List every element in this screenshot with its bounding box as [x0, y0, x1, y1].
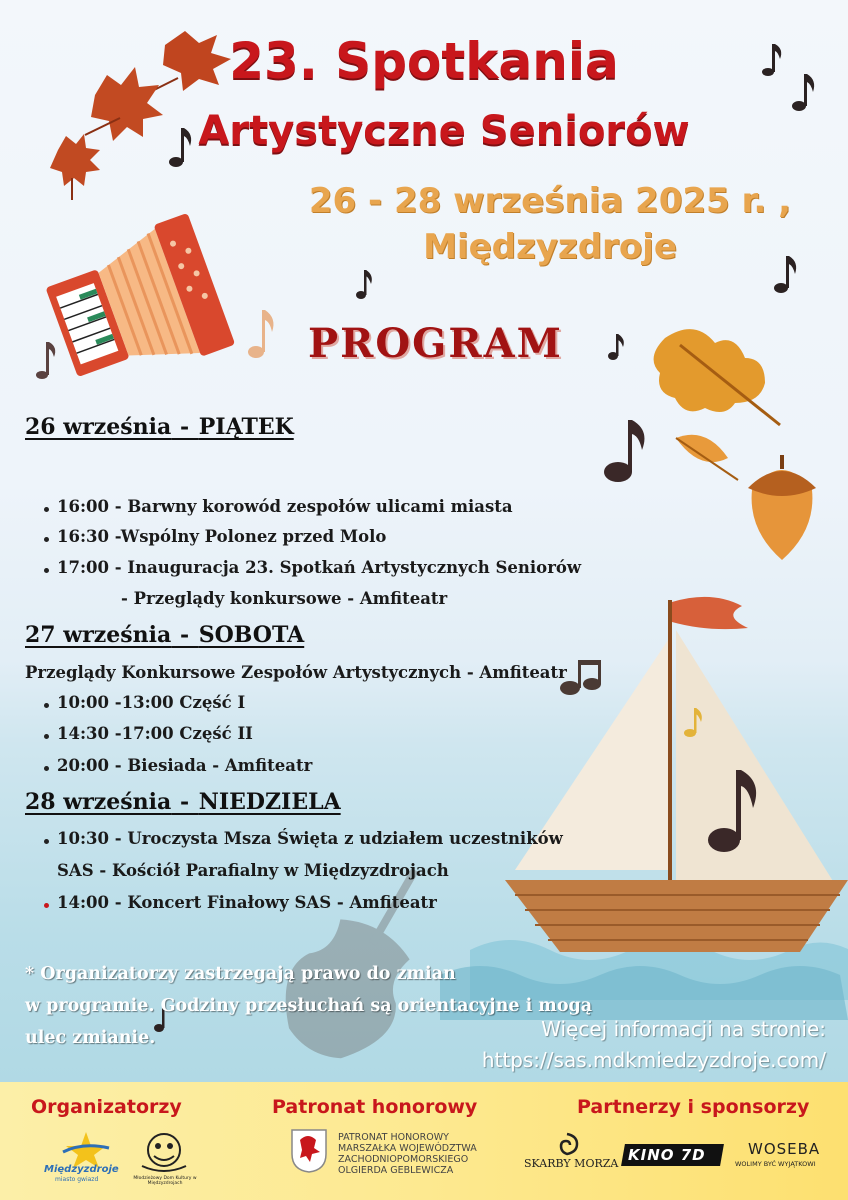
- logo-miedzyzdroje-subtext: miasto gwiazd: [55, 1176, 99, 1183]
- bullet: [44, 568, 49, 573]
- program-item: 20:00 - Biesiada - Amfiteatr: [57, 756, 313, 775]
- music-note-icon: [608, 334, 624, 360]
- day-date: 28 września: [25, 789, 172, 815]
- footer: [0, 1082, 848, 1200]
- program-item: 16:30 -Wspólny Polonez przed Molo: [57, 527, 387, 546]
- day-intro: Przeglądy Konkursowe Zespołów Artystycznych - Amfiteatr: [25, 663, 567, 682]
- bullet: [44, 734, 49, 739]
- program-heading: PROGRAM: [308, 320, 563, 367]
- patron-text-line: OLGIERDA GEBLEWICZA: [338, 1165, 454, 1176]
- skarby-morza-shell-icon: [555, 1132, 579, 1156]
- day-heading-sunday: [25, 789, 341, 815]
- program-item: 10:30 - Uroczysta Msza Święta z udziałem uczestników: [57, 829, 563, 848]
- program-item: 14:00 - Koncert Finałowy SAS - Amfiteatr: [57, 893, 437, 912]
- music-note-icon: [604, 420, 644, 482]
- leaf-icon: [676, 435, 738, 480]
- event-dates: [250, 178, 848, 270]
- program-item: 14:30 -17:00 Część II: [57, 724, 253, 743]
- bullet: [44, 507, 49, 512]
- bullet: [44, 703, 49, 708]
- day-separator: -: [171, 789, 199, 815]
- event-title-line2: Artystyczne Seniorów: [198, 108, 690, 154]
- logo-miedzyzdroje-text: Międzyzdroje: [44, 1164, 119, 1175]
- music-note-icon: [248, 310, 273, 358]
- bullet: [44, 903, 49, 908]
- more-info: [482, 1014, 826, 1076]
- music-note-icon: [36, 342, 55, 379]
- day-name: PIĄTEK: [198, 414, 294, 440]
- event-title-line1: 23. Spotkania: [229, 32, 619, 90]
- patron-heading: Patronat honorowy: [272, 1096, 478, 1118]
- more-info-label: Więcej informacji na stronie:: [541, 1017, 826, 1041]
- day-heading-saturday: [25, 622, 304, 648]
- event-location: Międzyzdroje: [423, 227, 677, 267]
- sponsors-heading: Partnerzy i sponsorzy: [577, 1096, 810, 1118]
- program-item: 10:00 -13:00 Część I: [57, 693, 246, 712]
- day-name: NIEDZIELA: [198, 789, 341, 815]
- mdk-logo: [138, 1130, 190, 1174]
- website-link[interactable]: https://sas.mdkmiedzyzdroje.com/: [481, 1048, 826, 1072]
- note-line: w programie. Godziny przesłuchań są orientacyjne i mogą: [25, 996, 593, 1016]
- day-separator: -: [171, 414, 199, 440]
- program-item: 16:00 - Barwny korowód zespołów ulicami miasta: [57, 497, 513, 516]
- day-separator: -: [171, 622, 199, 648]
- day-date: 26 września: [25, 414, 172, 440]
- program-item-continuation: SAS - Kościół Parafialny w Międzyzdrojach: [57, 861, 449, 880]
- music-note-icon: [356, 270, 372, 299]
- day-heading-friday: [25, 414, 294, 440]
- bullet: [44, 766, 49, 771]
- note-line: * Organizatorzy zastrzegają prawo do zmian: [25, 964, 456, 984]
- logo-kino-7d: KINO 7D: [628, 1146, 706, 1164]
- patron-text-line: PATRONAT HONOROWY: [338, 1132, 449, 1143]
- organizers-heading: Organizatorzy: [31, 1096, 182, 1118]
- coat-of-arms-icon: [290, 1128, 328, 1174]
- patron-text: [338, 1132, 477, 1176]
- sailboat-icon: [505, 597, 848, 952]
- program-item-continuation: - Przeglądy konkursowe - Amfiteatr: [121, 589, 448, 608]
- note-line: ulec zmianie.: [25, 1028, 156, 1048]
- logo-mdk-text: Młodzieżowy Dom Kultury w Międzyzdrojach: [133, 1176, 197, 1186]
- day-date: 27 września: [25, 622, 172, 648]
- patron-text-line: MARSZAŁKA WOJEWÓDZTWA: [338, 1143, 477, 1154]
- logo-skarby-morza: SKARBY MORZA: [524, 1157, 619, 1170]
- program-item: 17:00 - Inauguracja 23. Spotkań Artystycznych Seniorów: [57, 558, 582, 577]
- bullet: [44, 839, 49, 844]
- patron-text-line: ZACHODNIOPOMORSKIEGO: [338, 1154, 469, 1165]
- bullet: [44, 537, 49, 542]
- acorn-icon: [748, 455, 816, 560]
- logo-woseba: WOSEBA: [748, 1140, 821, 1158]
- day-name: SOBOTA: [198, 622, 305, 648]
- oak-leaf-icon: [654, 329, 780, 425]
- accordion-icon: [38, 213, 235, 399]
- event-date-range: 26 - 28 września 2025 r. ,: [308, 181, 792, 221]
- logo-woseba-subtext: WOLIMY BYĆ WYJĄTKOWI: [735, 1160, 816, 1168]
